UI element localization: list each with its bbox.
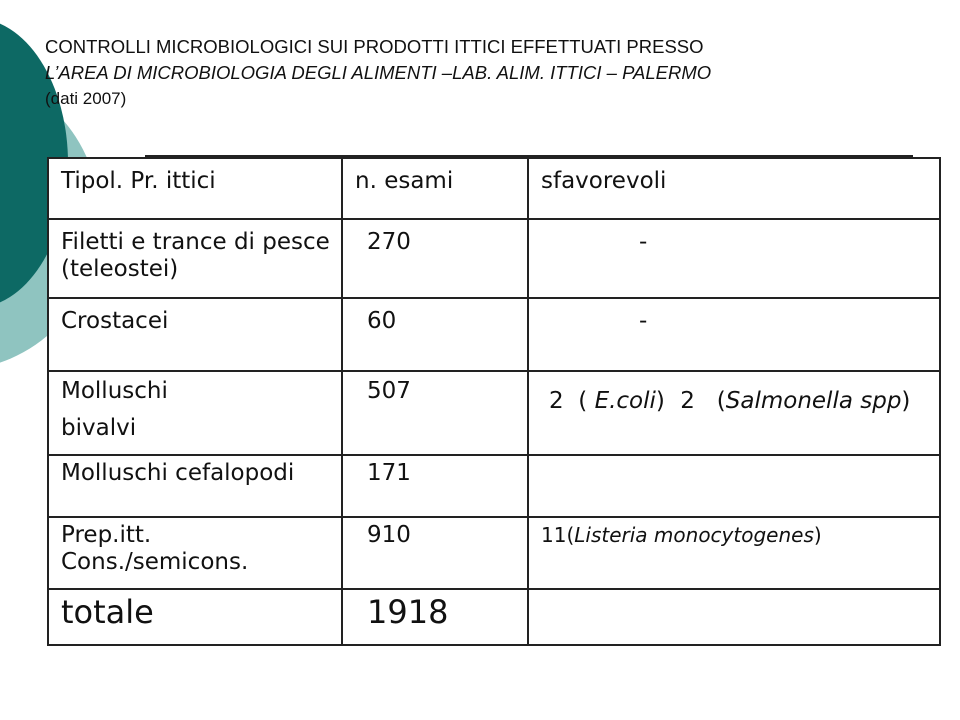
cell-sfavorevoli: [528, 371, 940, 455]
sfavorevoli-ecoli: [541, 388, 665, 415]
cell-sfavorevoli: [528, 455, 940, 517]
slide-title: [45, 34, 935, 112]
table-container: [47, 157, 941, 646]
salmonella-open: (: [716, 388, 726, 414]
listeria-organism: Listeria monocytogenes: [574, 523, 814, 547]
salmonella-count: 2: [680, 388, 695, 414]
results-table: [47, 157, 941, 646]
cell-sfavorevoli: [528, 517, 940, 589]
cell-tipologia: Prep.itt. Cons./semicons.: [48, 517, 342, 589]
listeria-close: ): [813, 523, 822, 547]
tipologia-line-1: Molluschi: [61, 378, 168, 404]
cell-tipologia: Filetti e trance di pesce (teleostei): [48, 219, 342, 298]
table-row-total: [48, 589, 940, 645]
ecoli-open: (: [578, 388, 595, 414]
cell-totale-sfavorevoli: [528, 589, 940, 645]
table-row: [48, 455, 940, 517]
sfavorevoli-value: -: [639, 229, 648, 255]
ecoli-count: 2: [549, 388, 564, 414]
cell-tipologia: Crostacei: [48, 298, 342, 371]
cell-totale-esami: 1918: [342, 589, 528, 645]
cell-esami: 910: [342, 517, 528, 589]
cell-totale-label: totale: [48, 589, 342, 645]
salmonella-close: ): [901, 388, 911, 414]
cell-esami: 60: [342, 298, 528, 371]
table-header-row: [48, 158, 940, 219]
ecoli-organism: E.coli: [594, 388, 656, 414]
salmonella-organism: Salmonella spp: [725, 388, 902, 414]
tipologia-line-2: bivalvi: [61, 415, 137, 441]
header-tipologia: Tipol. Pr. ittici: [48, 158, 342, 219]
table-row: [48, 298, 940, 371]
sfavorevoli-value: -: [639, 308, 648, 334]
cell-tipologia: Molluschi cefalopodi: [48, 455, 342, 517]
cell-esami: 270: [342, 219, 528, 298]
sfavorevoli-salmonella: [672, 388, 910, 415]
title-line-1: CONTROLLI MICROBIOLOGICI SUI PRODOTTI ITTICI EFFETTUATI PRESSO: [45, 36, 704, 57]
title-line-3: (dati 2007): [45, 89, 127, 108]
cell-esami: 507: [342, 371, 528, 455]
header-sfavorevoli: sfavorevoli: [528, 158, 940, 219]
title-line-2: L’AREA DI MICROBIOLOGIA DEGLI ALIMENTI –LAB. ALIM. ITTICI – PALERMO: [45, 62, 712, 83]
table-row: [48, 371, 940, 455]
cell-sfavorevoli: [528, 219, 940, 298]
cell-esami: 171: [342, 455, 528, 517]
table-row: [48, 517, 940, 589]
header-esami: n. esami: [342, 158, 528, 219]
table-top-rule: [145, 155, 913, 157]
cell-tipologia: [48, 371, 342, 455]
cell-sfavorevoli: [528, 298, 940, 371]
ecoli-close: ): [655, 388, 665, 414]
table-row: [48, 219, 940, 298]
listeria-count: 11(: [541, 523, 575, 547]
